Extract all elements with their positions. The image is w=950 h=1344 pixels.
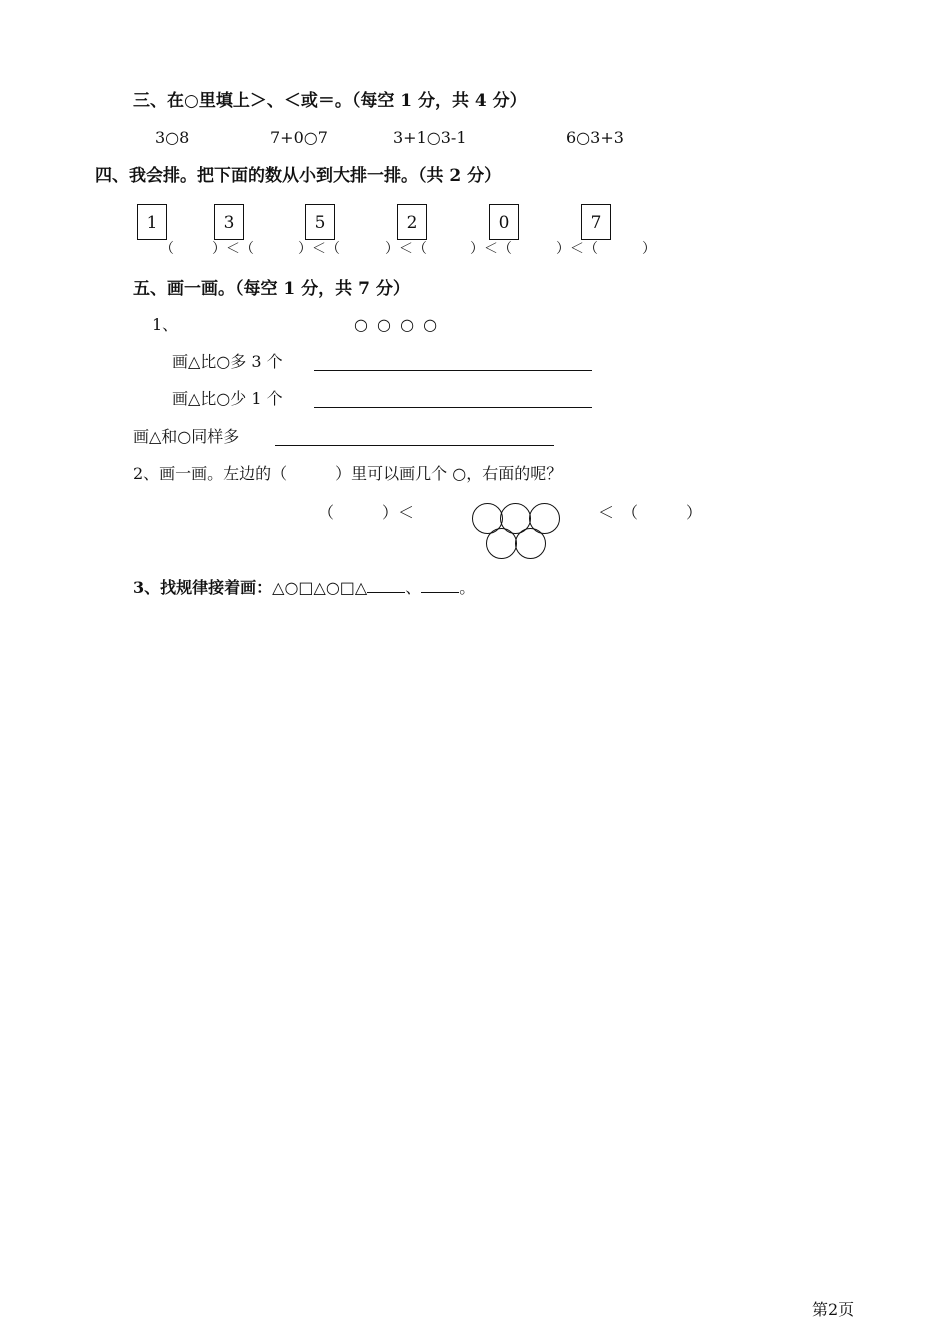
section5-heading bbox=[133, 278, 410, 300]
section3-item-4: 6○3+3 bbox=[566, 128, 624, 147]
page-number: 第2页 bbox=[812, 1300, 855, 1319]
section4-heading bbox=[95, 165, 501, 187]
section3-heading: 三、在○里填上＞、＜或＝。（每空 1 分，共 4 分） bbox=[133, 91, 527, 111]
q1-circles: ○ ○ ○ ○ bbox=[354, 315, 440, 334]
order-paren-3: ）＜（ bbox=[385, 241, 427, 257]
section3-item-1: 3○8 bbox=[155, 128, 190, 147]
order-paren-2: ）＜（ bbox=[298, 241, 340, 257]
q2-text: 2、画一画。左边的（ ）里可以画几个 ○，右面的呢？ bbox=[133, 464, 563, 483]
q3-blank-1[interactable] bbox=[367, 578, 405, 593]
number-card-1: 1 bbox=[137, 204, 167, 240]
section3-item-2: 7+0○7 bbox=[270, 128, 328, 147]
q3-end: 。 bbox=[459, 578, 476, 597]
order-paren-4: ）＜（ bbox=[470, 241, 512, 257]
number-card-5: 0 bbox=[489, 204, 519, 240]
answer-line-same[interactable] bbox=[275, 445, 554, 446]
q1-line-same-label: 画△和○同样多 bbox=[133, 427, 240, 446]
q3-prefix: 3、找规律接着画：△○□△○□△ bbox=[133, 578, 368, 597]
number-card-4: 2 bbox=[397, 204, 427, 240]
number-card-6: 7 bbox=[581, 204, 611, 240]
q1-label: 1、 bbox=[152, 315, 179, 334]
answer-line-more[interactable] bbox=[314, 370, 592, 371]
q1-line-more-label: 画△比○多 3 个 bbox=[172, 352, 283, 371]
section3-item-3: 3+1○3-1 bbox=[393, 128, 467, 147]
q1-line-less-label: 画△比○少 1 个 bbox=[172, 389, 283, 408]
section5-heading-text: 五、画一画。（每空 1 分，共 7 分） bbox=[133, 279, 410, 299]
order-paren-1: ）＜（ bbox=[212, 241, 254, 257]
q3-pattern bbox=[133, 578, 475, 598]
circle-icon bbox=[515, 528, 546, 559]
number-card-2: 3 bbox=[214, 204, 244, 240]
q3-separator: 、 bbox=[405, 578, 422, 597]
q3-blank-2[interactable] bbox=[421, 578, 459, 593]
q2-right-paren: ＜ （ ） bbox=[598, 503, 703, 522]
number-card-3: 5 bbox=[305, 204, 335, 240]
answer-line-less[interactable] bbox=[314, 407, 592, 408]
order-paren-0: （ bbox=[160, 241, 174, 257]
circle-icon bbox=[486, 528, 517, 559]
order-paren-6: ） bbox=[642, 241, 656, 257]
q2-left-paren: （ ）＜ bbox=[318, 503, 415, 522]
order-paren-5: ）＜（ bbox=[556, 241, 598, 257]
section4-heading-text: 四、我会排。把下面的数从小到大排一排。（共 2 分） bbox=[95, 166, 502, 186]
